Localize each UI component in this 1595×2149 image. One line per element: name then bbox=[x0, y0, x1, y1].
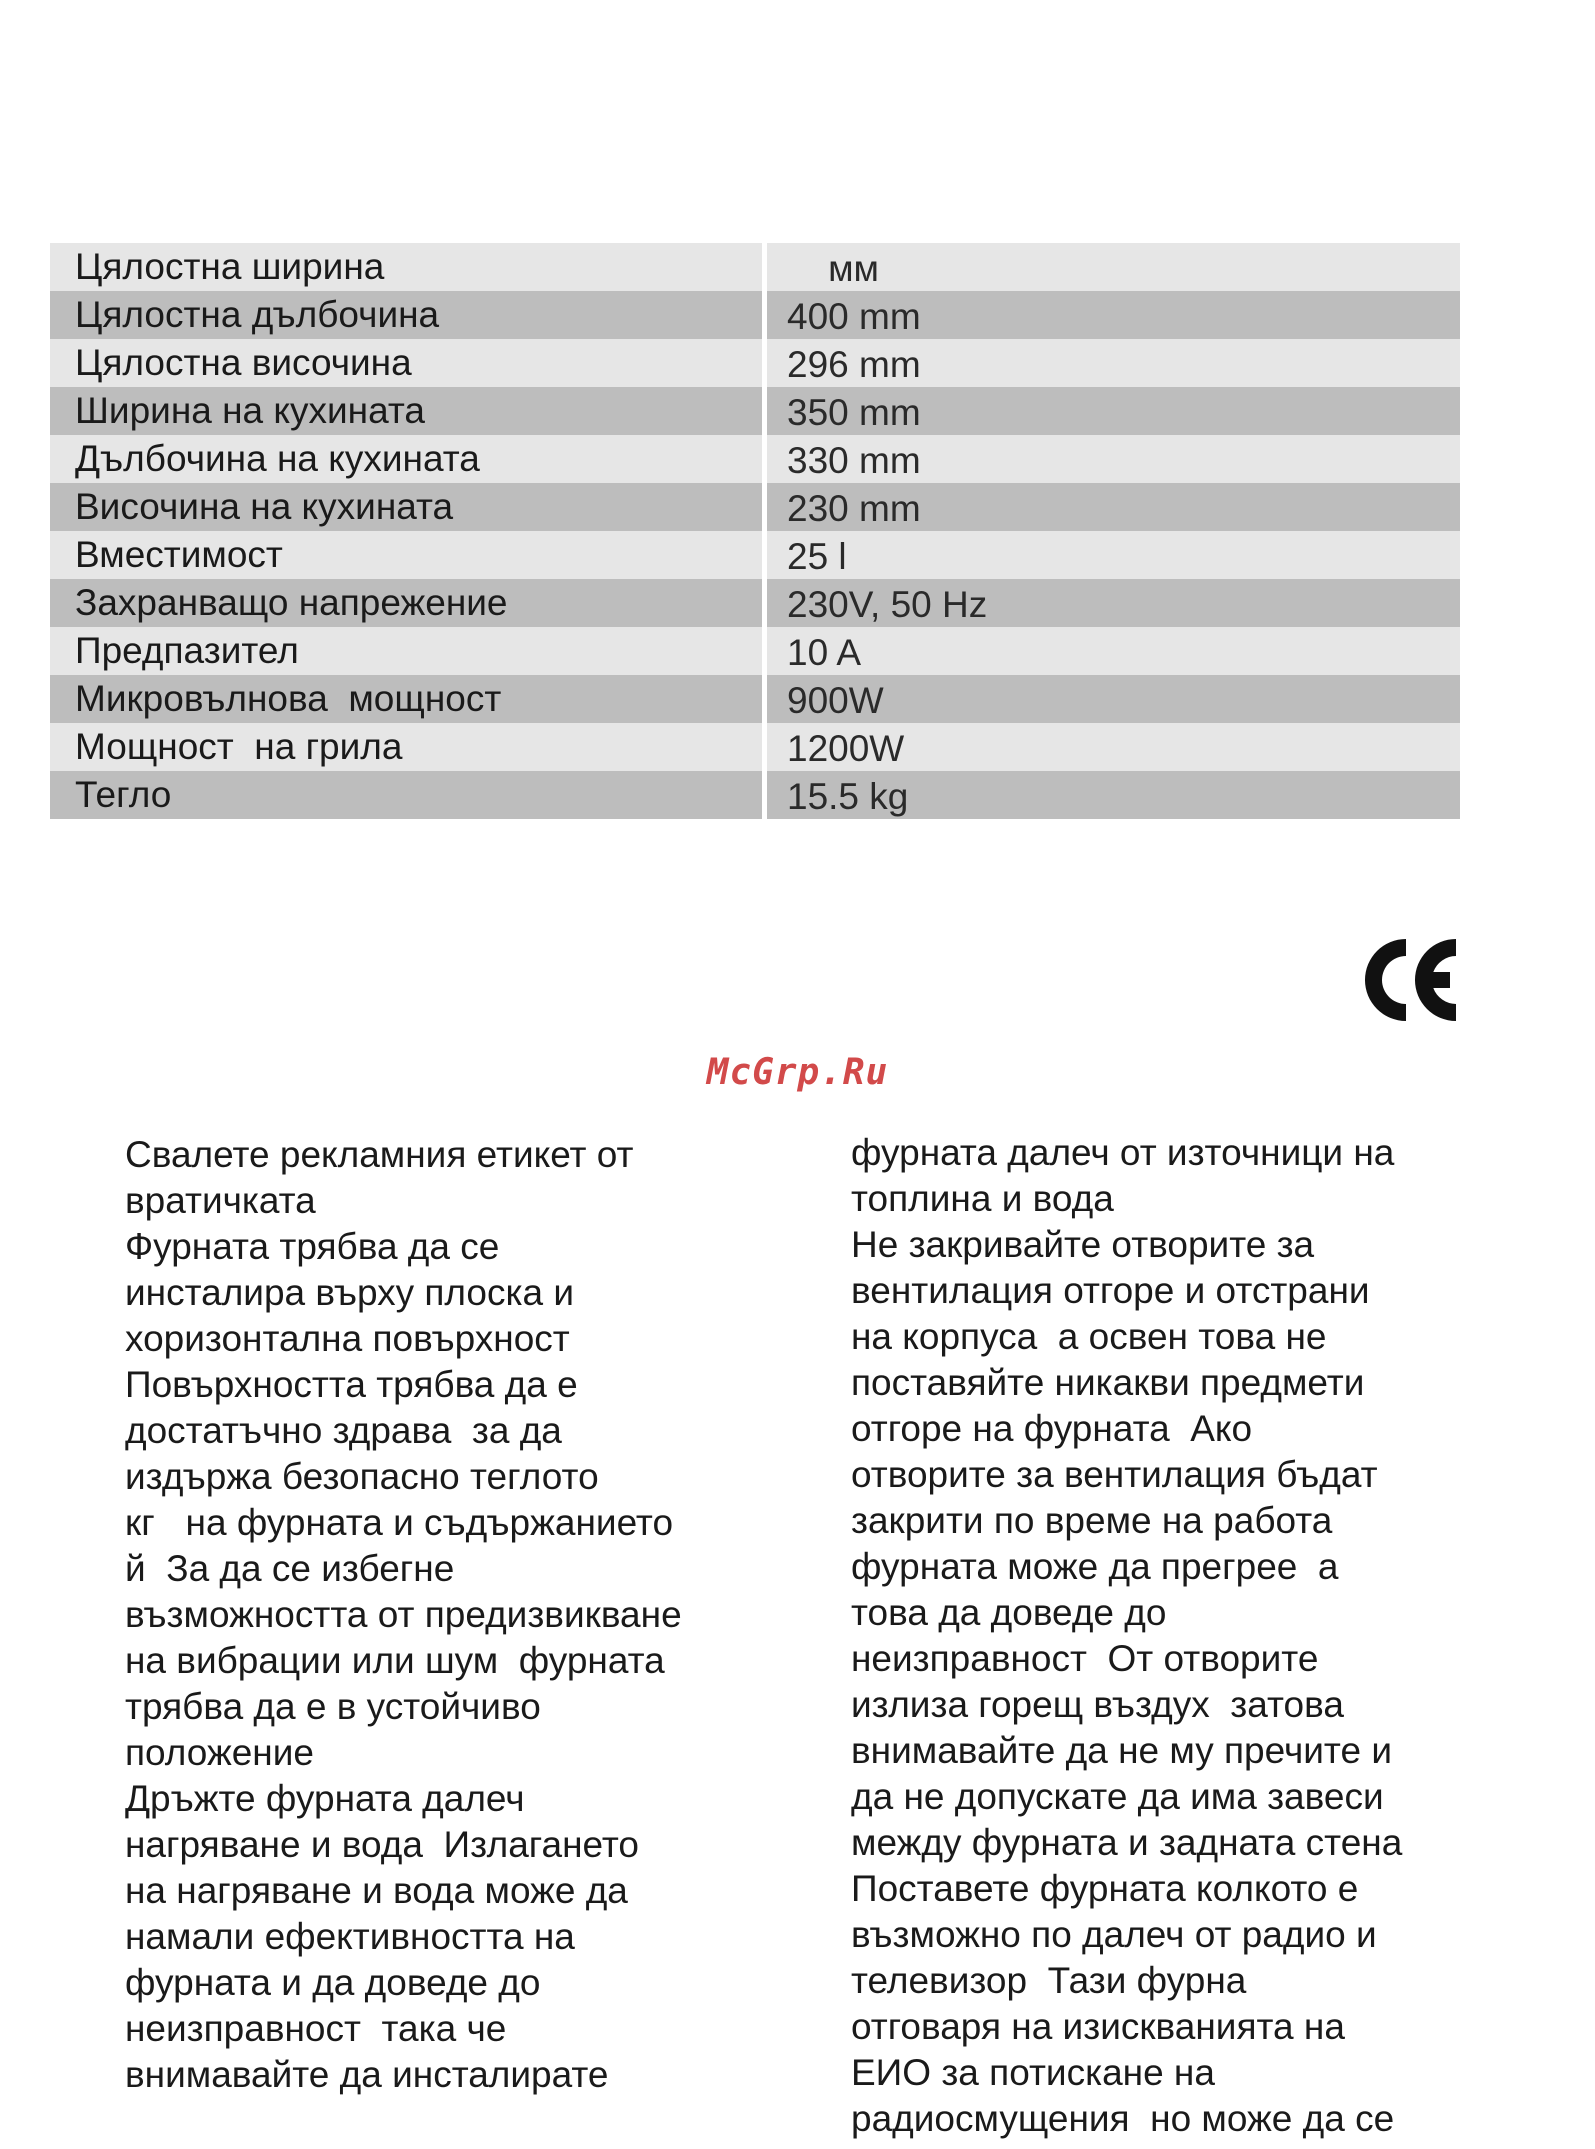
spec-value: 296 mm bbox=[787, 344, 921, 385]
text-line: неизправност От отворите bbox=[851, 1638, 1319, 1679]
spec-label: Тегло bbox=[75, 774, 172, 815]
text-line: Дръжте фурната далеч bbox=[125, 1778, 525, 1819]
spec-row bbox=[50, 483, 1460, 531]
text-line: поставяйте никакви предмети bbox=[851, 1362, 1365, 1403]
text-line: достатъчно здрава за да bbox=[125, 1410, 562, 1451]
text-line: фурната може да прегрее а bbox=[851, 1546, 1339, 1587]
spec-label: Дълбочина на кухината bbox=[75, 438, 480, 479]
spec-row bbox=[50, 579, 1460, 627]
text-line: хоризонтална повърхност bbox=[125, 1318, 570, 1359]
spec-value: 10 A bbox=[787, 632, 862, 673]
spec-row bbox=[50, 243, 1460, 291]
spec-row bbox=[50, 339, 1460, 387]
watermark: McGrp.Ru bbox=[706, 1052, 889, 1093]
spec-value: 330 mm bbox=[787, 440, 921, 481]
spec-row bbox=[50, 291, 1460, 339]
spec-row bbox=[50, 531, 1460, 579]
text-line: ЕИО за потискане на bbox=[851, 2052, 1215, 2093]
text-line: закрити по време на работа bbox=[851, 1500, 1333, 1541]
spec-label: Цялостна ширина bbox=[75, 246, 385, 287]
spec-value: 230 mm bbox=[787, 488, 921, 529]
text-line: внимавайте да инсталирате bbox=[125, 2054, 609, 2095]
spec-value: мм bbox=[787, 248, 879, 289]
text-line: отгоре на фурната Ако bbox=[851, 1408, 1253, 1449]
text-line: на вибрации или шум фурната bbox=[125, 1640, 665, 1681]
spec-label: Ширина на кухината bbox=[75, 390, 425, 431]
text-line: отговаря на изискванията на bbox=[851, 2006, 1345, 2047]
spec-value: 230V, 50 Hz bbox=[787, 584, 988, 625]
text-line: това да доведе до bbox=[851, 1592, 1167, 1633]
spec-label: Височина на кухината bbox=[75, 486, 454, 527]
text-line: трябва да е в устойчиво bbox=[125, 1686, 541, 1727]
text-line: фурната и да доведе до bbox=[125, 1962, 541, 2003]
left-text-column bbox=[125, 1132, 765, 2098]
text-line: радиосмущения но може да се bbox=[851, 2098, 1395, 2139]
text-line: да не допускате да има завеси bbox=[851, 1776, 1384, 1817]
spec-row bbox=[50, 627, 1460, 675]
spec-value: 900W bbox=[787, 680, 884, 721]
spec-row bbox=[50, 771, 1460, 819]
spec-value: 1200W bbox=[787, 728, 905, 769]
text-line: излиза горещ въздух затова bbox=[851, 1684, 1344, 1725]
text-line: възможността от предизвикване bbox=[125, 1594, 682, 1635]
text-line: фурната далеч от източници на bbox=[851, 1132, 1395, 1173]
ce-mark-icon bbox=[1362, 935, 1458, 1025]
spec-label: Мощност на грила bbox=[75, 726, 403, 767]
text-line: вратичката bbox=[125, 1180, 316, 1221]
text-line: кг на фурната и съдържанието bbox=[125, 1502, 674, 1543]
text-line: намали ефективността на bbox=[125, 1916, 575, 1957]
spec-value: 25 l bbox=[787, 536, 847, 577]
specifications-table bbox=[50, 243, 1460, 819]
spec-value: 15.5 kg bbox=[787, 776, 909, 817]
text-line: инсталира върху плоска и bbox=[125, 1272, 575, 1313]
text-line: й За да се избегне bbox=[125, 1548, 455, 1589]
spec-label: Цялостна дълбочина bbox=[75, 294, 440, 335]
spec-row bbox=[50, 435, 1460, 483]
spec-row bbox=[50, 723, 1460, 771]
text-line: топлина и вода bbox=[851, 1178, 1114, 1219]
text-line: телевизор Тази фурна bbox=[851, 1960, 1247, 2001]
text-line: вентилация отгоре и отстрани bbox=[851, 1270, 1370, 1311]
spec-value: 400 mm bbox=[787, 296, 921, 337]
text-line: Поставете фурната колкото е bbox=[851, 1868, 1359, 1909]
spec-label: Захранващо напрежение bbox=[75, 582, 508, 623]
right-text-column bbox=[851, 1130, 1551, 2142]
text-line: между фурната и задната стена bbox=[851, 1822, 1403, 1863]
text-line: внимавайте да не му пречите и bbox=[851, 1730, 1392, 1771]
text-line: на корпуса а освен това не bbox=[851, 1316, 1327, 1357]
text-line: издържа безопасно теглото bbox=[125, 1456, 599, 1497]
spec-value: 350 mm bbox=[787, 392, 921, 433]
text-line: положение bbox=[125, 1732, 314, 1773]
text-line: Фурната трябва да се bbox=[125, 1226, 500, 1267]
spec-label: Предпазител bbox=[75, 630, 299, 671]
text-line: Не закривайте отворите за bbox=[851, 1224, 1315, 1265]
text-line: нагряване и вода Излагането bbox=[125, 1824, 639, 1865]
text-line: възможно по далеч от радио и bbox=[851, 1914, 1377, 1955]
spec-label: Цялостна височина bbox=[75, 342, 412, 383]
text-line: неизправност така че bbox=[125, 2008, 507, 2049]
spec-row bbox=[50, 387, 1460, 435]
text-line: отворите за вентилация бъдат bbox=[851, 1454, 1378, 1495]
spec-label: Вместимост bbox=[75, 534, 283, 575]
spec-row bbox=[50, 675, 1460, 723]
spec-label: Микровълнова мощност bbox=[75, 678, 502, 719]
text-line: Свалете рекламния етикет от bbox=[125, 1134, 634, 1175]
text-line: на нагряване и вода може да bbox=[125, 1870, 628, 1911]
text-line: Повърхността трябва да е bbox=[125, 1364, 578, 1405]
